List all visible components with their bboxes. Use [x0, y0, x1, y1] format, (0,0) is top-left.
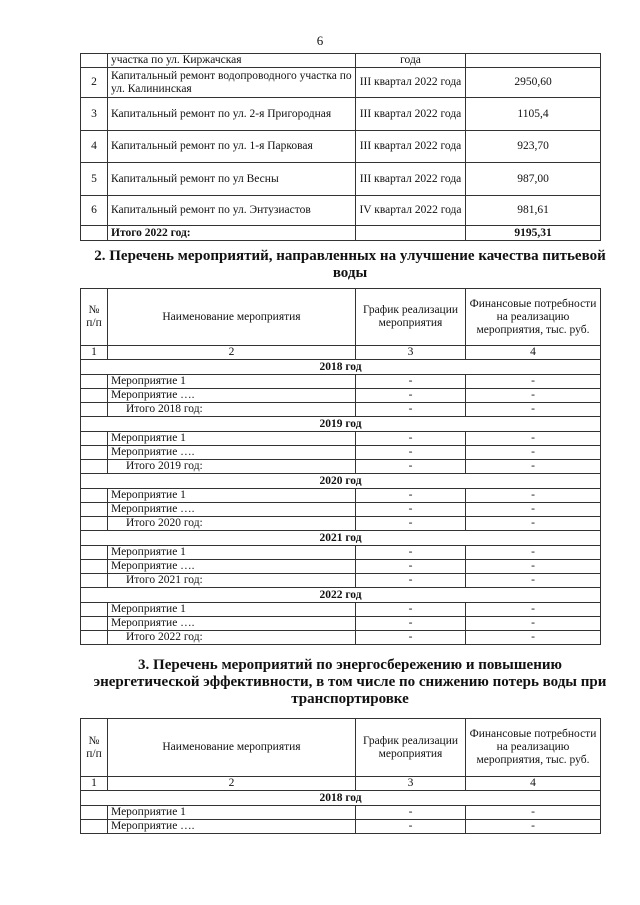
cost: -: [466, 403, 601, 417]
cost: -: [466, 389, 601, 403]
column-number: 3: [356, 777, 466, 791]
header-name: Наименование мероприятия: [108, 289, 356, 346]
row-number: [81, 560, 108, 574]
year-heading: 2018 год: [81, 360, 601, 375]
header-schedule: График реализации мероприятия: [356, 719, 466, 777]
measure-name: Мероприятие 1: [108, 546, 356, 560]
column-number: 4: [466, 777, 601, 791]
header-name: Наименование мероприятия: [108, 719, 356, 777]
year-total-row: [81, 460, 601, 474]
schedule: -: [356, 503, 466, 517]
schedule: -: [356, 460, 466, 474]
row-number: 2: [81, 68, 108, 98]
total-label: Итого 2022 год:: [108, 631, 356, 645]
measure-name: Мероприятие ….: [108, 389, 356, 403]
year-total-row: [81, 517, 601, 531]
year-row: [81, 791, 601, 806]
cost: -: [466, 806, 601, 820]
cost: -: [466, 631, 601, 645]
schedule: III квартал 2022 года: [356, 68, 466, 98]
measure-name: Мероприятие 1: [108, 432, 356, 446]
row-number: [81, 806, 108, 820]
row-number: [81, 503, 108, 517]
year-row: [81, 360, 601, 375]
schedule: [356, 226, 466, 241]
year-heading: 2019 год: [81, 417, 601, 432]
row-number: 6: [81, 196, 108, 226]
table-row: [81, 68, 601, 98]
row-number: [81, 820, 108, 834]
column-number: 2: [108, 346, 356, 360]
table-row: [81, 546, 601, 560]
cost: -: [466, 432, 601, 446]
cost: 981,61: [466, 196, 601, 226]
row-number: [81, 226, 108, 241]
table-row: [81, 489, 601, 503]
column-numbers-row: [81, 346, 601, 360]
row-number: [81, 603, 108, 617]
table-row: [81, 163, 601, 196]
cost: -: [466, 375, 601, 389]
cost: -: [466, 460, 601, 474]
column-number: 3: [356, 346, 466, 360]
measure-name: Мероприятие 1: [108, 375, 356, 389]
row-number: [81, 617, 108, 631]
measure-name: Капитальный ремонт по ул. 1-я Парковая: [108, 131, 356, 163]
table-row: [81, 131, 601, 163]
table-row: [81, 432, 601, 446]
row-number: 3: [81, 98, 108, 131]
cost: [466, 54, 601, 68]
total-label: Итого 2018 год:: [108, 403, 356, 417]
header-num: № п/п: [81, 719, 108, 777]
year-row: [81, 531, 601, 546]
year-heading: 2020 год: [81, 474, 601, 489]
year-heading: 2021 год: [81, 531, 601, 546]
schedule: -: [356, 603, 466, 617]
row-number: [81, 54, 108, 68]
table-row: [81, 617, 601, 631]
schedule: III квартал 2022 года: [356, 98, 466, 131]
measure-name: Капитальный ремонт по ул Весны: [108, 163, 356, 196]
table-row: [81, 375, 601, 389]
cost: -: [466, 603, 601, 617]
cost: -: [466, 489, 601, 503]
measure-name: Мероприятие ….: [108, 560, 356, 574]
schedule: III квартал 2022 года: [356, 163, 466, 196]
measure-name: Мероприятие ….: [108, 503, 356, 517]
header-cost: Финансовые потребности на реализацию мероприятия, тыс. руб.: [466, 289, 601, 346]
schedule: -: [356, 403, 466, 417]
row-number: [81, 432, 108, 446]
schedule: -: [356, 631, 466, 645]
schedule: -: [356, 806, 466, 820]
column-number: 2: [108, 777, 356, 791]
cost: -: [466, 560, 601, 574]
cost: -: [466, 574, 601, 588]
header-cost: Финансовые потребности на реализацию мероприятия, тыс. руб.: [466, 719, 601, 777]
header-num: № п/п: [81, 289, 108, 346]
row-number: 5: [81, 163, 108, 196]
schedule: -: [356, 517, 466, 531]
schedule: -: [356, 574, 466, 588]
year-heading: 2018 год: [81, 791, 601, 806]
column-number: 1: [81, 346, 108, 360]
cost: -: [466, 617, 601, 631]
year-total-row: [81, 631, 601, 645]
cost: 1105,4: [466, 98, 601, 131]
page-number: 6: [316, 33, 324, 48]
schedule: -: [356, 432, 466, 446]
capital-repair-table: [80, 53, 601, 241]
schedule: -: [356, 375, 466, 389]
table-row: [81, 820, 601, 834]
row-number: [81, 574, 108, 588]
cost: 923,70: [466, 131, 601, 163]
table-row: [81, 603, 601, 617]
measure-name: участка по ул. Киржачская: [108, 54, 356, 68]
schedule: года: [356, 54, 466, 68]
measure-name: Капитальный ремонт водопроводного участка по ул. Калининская: [108, 68, 356, 98]
year-total-row: [81, 403, 601, 417]
measure-name: Мероприятие 1: [108, 806, 356, 820]
total-row: [81, 226, 601, 241]
row-number: [81, 460, 108, 474]
cost: -: [466, 546, 601, 560]
total-label: Итого 2022 год:: [108, 226, 356, 241]
row-number: [81, 403, 108, 417]
year-total-row: [81, 574, 601, 588]
total-label: Итого 2020 год:: [108, 517, 356, 531]
table-row: [81, 806, 601, 820]
schedule: -: [356, 389, 466, 403]
schedule: -: [356, 446, 466, 460]
cost: -: [466, 517, 601, 531]
row-number: [81, 546, 108, 560]
row-number: [81, 446, 108, 460]
measure-name: Мероприятие ….: [108, 446, 356, 460]
total-value: 9195,31: [466, 226, 601, 241]
energy-saving-measures-table: [80, 718, 601, 834]
measure-name: Капитальный ремонт по ул. Энтузиастов: [108, 196, 356, 226]
row-number: [81, 631, 108, 645]
column-number: 1: [81, 777, 108, 791]
table-row: [81, 54, 601, 68]
total-label: Итого 2021 год:: [108, 574, 356, 588]
table-row: [81, 560, 601, 574]
measure-name: Мероприятие ….: [108, 820, 356, 834]
row-number: [81, 389, 108, 403]
measure-name: Капитальный ремонт по ул. 2-я Пригородная: [108, 98, 356, 131]
schedule: -: [356, 820, 466, 834]
table-row: [81, 446, 601, 460]
header-row: [81, 289, 601, 346]
schedule: IV квартал 2022 года: [356, 196, 466, 226]
cost: -: [466, 446, 601, 460]
cost: -: [466, 820, 601, 834]
header-schedule: График реализации мероприятия: [356, 289, 466, 346]
section-3-title: 3. Перечень мероприятий по энергосбережению и повышению энергетической эффективности, в том числе по снижению потерь воды при транспортировке: [93, 657, 607, 707]
schedule: -: [356, 560, 466, 574]
year-row: [81, 588, 601, 603]
cost: 987,00: [466, 163, 601, 196]
table-row: [81, 503, 601, 517]
table-row: [81, 389, 601, 403]
cost: -: [466, 503, 601, 517]
table-row: [81, 196, 601, 226]
header-row: [81, 719, 601, 777]
year-row: [81, 474, 601, 489]
column-number: 4: [466, 346, 601, 360]
schedule: -: [356, 489, 466, 503]
cost: 2950,60: [466, 68, 601, 98]
year-row: [81, 417, 601, 432]
row-number: 4: [81, 131, 108, 163]
measure-name: Мероприятие 1: [108, 489, 356, 503]
table-row: [81, 98, 601, 131]
section-2-title: 2. Перечень мероприятий, направленных на улучшение качества питьевой воды: [94, 248, 606, 281]
schedule: III квартал 2022 года: [356, 131, 466, 163]
measure-name: Мероприятие 1: [108, 603, 356, 617]
schedule: -: [356, 617, 466, 631]
row-number: [81, 375, 108, 389]
row-number: [81, 489, 108, 503]
measure-name: Мероприятие ….: [108, 617, 356, 631]
schedule: -: [356, 546, 466, 560]
water-quality-measures-table: [80, 288, 601, 645]
row-number: [81, 517, 108, 531]
total-label: Итого 2019 год:: [108, 460, 356, 474]
column-numbers-row: [81, 777, 601, 791]
year-heading: 2022 год: [81, 588, 601, 603]
